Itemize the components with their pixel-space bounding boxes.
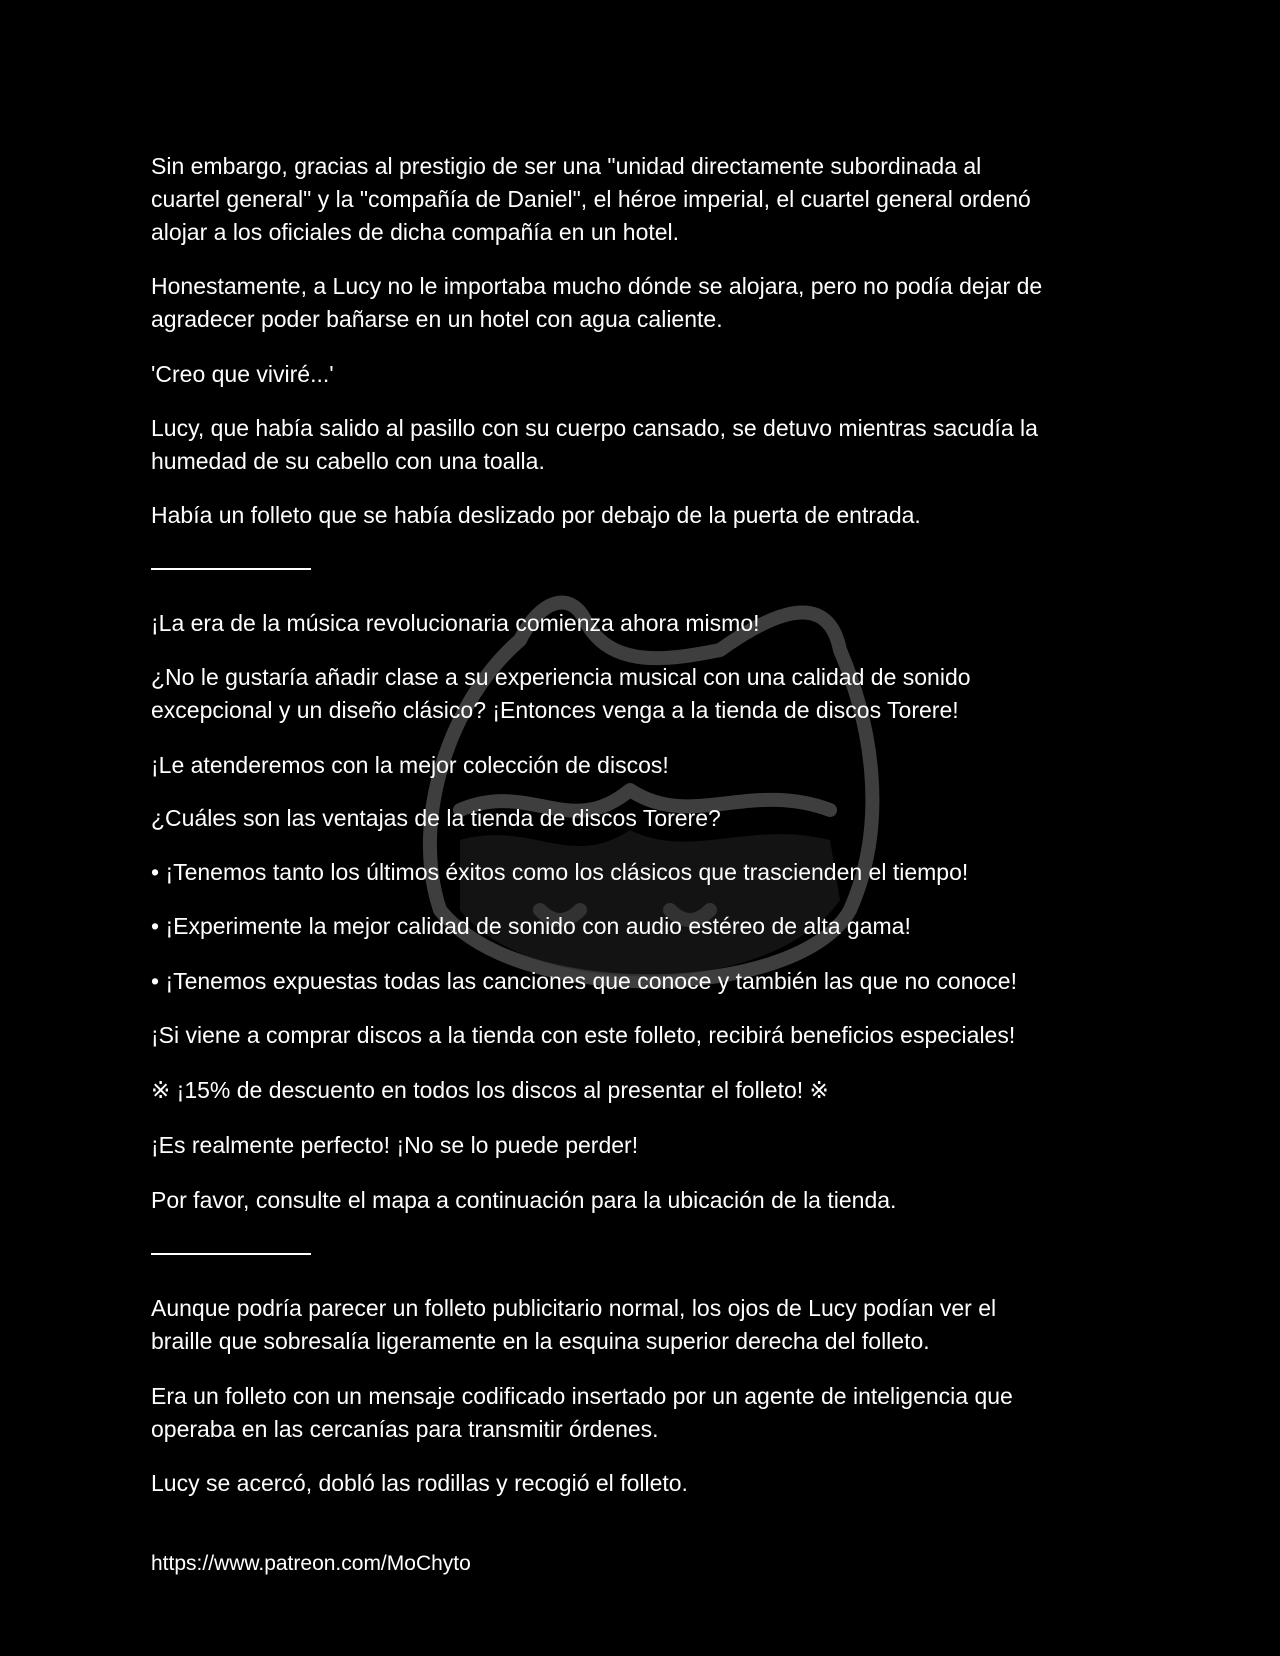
patreon-link[interactable]: https://www.patreon.com/MoChyto xyxy=(151,1552,471,1575)
text-line: operaba en las cercanías para transmitir órdenes. xyxy=(151,1416,659,1442)
paragraph xyxy=(151,412,1038,478)
text-line: Sin embargo, gracias al prestigio de ser una "unidad directamente subordinada al xyxy=(151,153,982,179)
flyer-line xyxy=(151,1074,829,1107)
paragraph xyxy=(151,270,1042,336)
paragraph xyxy=(151,1292,996,1358)
flyer-line xyxy=(151,1184,896,1217)
flyer-line xyxy=(151,661,971,727)
flyer-line xyxy=(151,1019,1015,1052)
text-line: Era un folleto con un mensaje codificado insertado por un agente de inteligencia que xyxy=(151,1383,1013,1409)
flyer-line xyxy=(151,749,669,782)
text-line: ¿Cuáles son las ventajas de la tienda de discos Torere? xyxy=(151,805,721,831)
text-line: • ¡Experimente la mejor calidad de sonido con audio estéreo de alta gama! xyxy=(151,913,911,939)
text-line: 'Creo que viviré...' xyxy=(151,361,334,387)
text-line: braille que sobresalía ligeramente en la esquina superior derecha del folleto. xyxy=(151,1328,930,1354)
flyer-bullet xyxy=(151,965,1017,998)
text-line: ¡Si viene a comprar discos a la tienda con este folleto, recibirá beneficios especiales! xyxy=(151,1022,1016,1048)
flyer-line xyxy=(151,802,721,835)
text-line: Lucy se acercó, dobló las rodillas y recogió el folleto. xyxy=(151,1470,688,1496)
text-line: ※ ¡15% de descuento en todos los discos al presentar el folleto! ※ xyxy=(151,1077,829,1103)
paragraph xyxy=(151,150,1031,249)
paragraph xyxy=(151,358,334,391)
flyer-line xyxy=(151,607,760,640)
text-line: Lucy, que había salido al pasillo con su cuerpo cansado, se detuvo mientras sacudía la xyxy=(151,415,1038,441)
text-line: ¡Le atenderemos con la mejor colección de discos! xyxy=(151,752,669,778)
text-line: excepcional y un diseño clásico? ¡Entonces venga a la tienda de discos Torere! xyxy=(151,697,959,723)
text-line: • ¡Tenemos tanto los últimos éxitos como los clásicos que trascienden el tiempo! xyxy=(151,859,969,885)
text-line: cuartel general" y la "compañía de Daniel", el héroe imperial, el cuartel general ordenó xyxy=(151,186,1031,212)
text-line: • ¡Tenemos expuestas todas las canciones que conoce y también las que no conoce! xyxy=(151,968,1017,994)
paragraph xyxy=(151,1380,1013,1446)
flyer-bullet xyxy=(151,856,968,889)
text-line: Aunque podría parecer un folleto publicitario normal, los ojos de Lucy podían ver el xyxy=(151,1295,997,1321)
text-line: Había un folleto que se había deslizado por debajo de la puerta de entrada. xyxy=(151,502,921,528)
text-line: humedad de su cabello con una toalla. xyxy=(151,448,545,474)
text-line: Honestamente, a Lucy no le importaba mucho dónde se alojara, pero no podía dejar de xyxy=(151,273,1043,299)
flyer-bullet xyxy=(151,910,911,943)
section-divider xyxy=(151,568,311,570)
paragraph xyxy=(151,1467,688,1500)
text-line: alojar a los oficiales de dicha compañía en un hotel. xyxy=(151,219,680,245)
paragraph xyxy=(151,499,921,532)
flyer-line xyxy=(151,1129,638,1162)
section-divider xyxy=(151,1253,311,1255)
text-line: Por favor, consulte el mapa a continuación para la ubicación de la tienda. xyxy=(151,1187,897,1213)
text-line: ¡Es realmente perfecto! ¡No se lo puede perder! xyxy=(151,1132,639,1158)
text-line: agradecer poder bañarse en un hotel con agua caliente. xyxy=(151,306,723,332)
text-line: ¡La era de la música revolucionaria comienza ahora mismo! xyxy=(151,610,760,636)
text-line: ¿No le gustaría añadir clase a su experiencia musical con una calidad de sonido xyxy=(151,664,971,690)
